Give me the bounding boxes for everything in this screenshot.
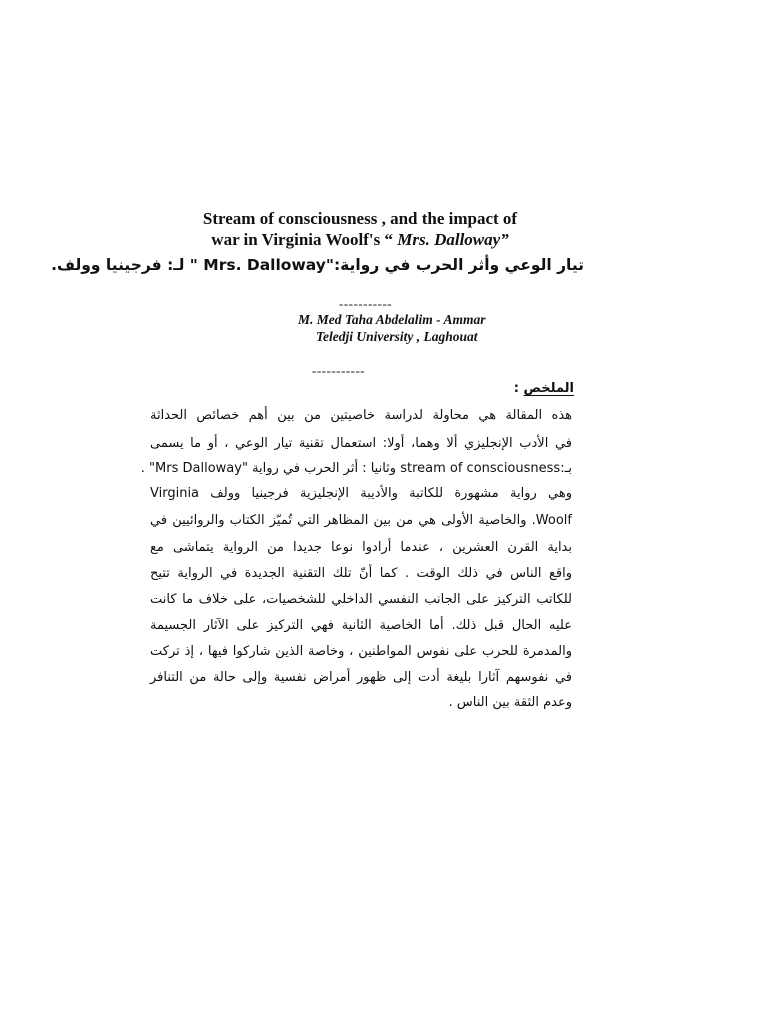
- abstract-line-2: في الأدب الإنجليزي ألا وهما، أولا: استعمال تقنية تيار الوعي ، أو ما يسمى: [150, 436, 572, 451]
- abstract-heading: [514, 379, 574, 399]
- abstract-heading-colon: :: [513, 381, 524, 396]
- abstract-line-4: وهي رواية مشهورة للكاتبة والأديبة الإنجليزية فرجينيا وولف Virginia: [150, 486, 572, 501]
- abstract-line-6: بداية القرن العشرين ، عندما أرادوا نوعا جديدا من الرواية يتماشى مع: [150, 540, 572, 555]
- abstract-line-8: للكاتب التركيز على الجانب النفسي الداخلي للشخصيات، على خلاف ما كانت: [150, 592, 572, 607]
- title-english-line-1: Stream of consciousness , and the impact of: [202, 209, 518, 228]
- abstract-line-9: عليه الحال قبل ذلك. أما الخاصية الثانية فهي التركيز على الآثار الجسيمة: [150, 618, 572, 633]
- abstract-line-3: بـ:stream of consciousness وثانيا : أثر الحرب في رواية "Mrs Dalloway" .: [140, 461, 572, 476]
- abstract-line-5: Woolf. والخاصية الأولى هي من بين المظاهر التي تُميّز الكتاب والروائيين في: [150, 513, 572, 528]
- title-english-line-2: [150, 229, 570, 250]
- abstract-line-7: واقع الناس في ذلك الوقت . كما أنّ تلك التقنية الجديدة في الرواية تتيح: [150, 566, 572, 581]
- title-arabic: تيار الوعي وأثر الحرب في رواية:"Mrs. Dalloway " لـ: فرجينيا وولف.: [51, 256, 584, 274]
- abstract-line-10: والمدمرة للحرب على نفوس المواطنين ، وخاصة الذين شاركوا فيها ، إذ تركت: [150, 644, 572, 659]
- abstract-line-12: وعدم الثقة بين الناس .: [448, 695, 572, 710]
- abstract-line-11: في نفوسهم آثارا بليغة أدت إلى ظهور أمراض نفسية وإلى حالة من التنافر: [150, 670, 572, 685]
- abstract-line-1: هذه المقالة هي محاولة لدراسة خاصيتين من بين أهم خصائص الحداثة: [150, 408, 572, 423]
- author-affiliation: Teledji University , Laghouat: [316, 329, 478, 344]
- title-novel-name: Mrs. Dalloway”: [397, 230, 509, 249]
- author-names: M. Med Taha Abdelalim - Ammar: [298, 312, 486, 327]
- separator-bottom: -----------: [312, 363, 366, 378]
- separator-top: -----------: [339, 296, 393, 311]
- abstract-heading-label: الملخص: [523, 381, 574, 396]
- title-english-line-2-text: war in Virginia Woolf's “: [211, 230, 398, 249]
